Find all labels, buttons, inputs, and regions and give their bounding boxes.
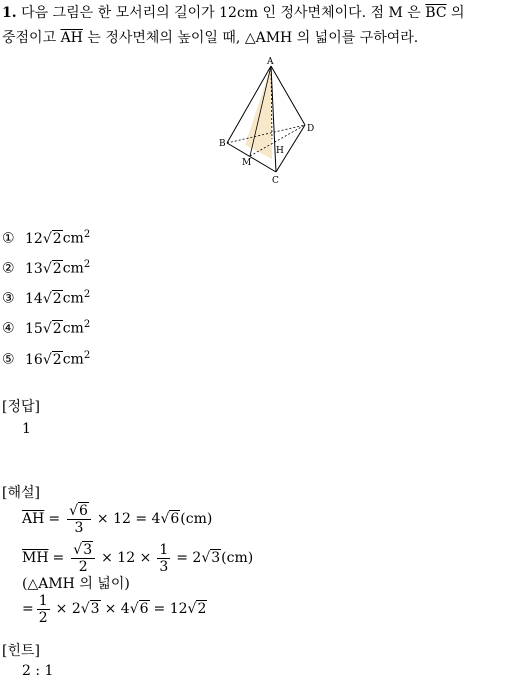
radicand: 2 [197, 601, 207, 617]
option-coef: 13 [25, 260, 43, 277]
denominator: 2 [38, 609, 48, 626]
label-c: C [272, 176, 279, 186]
explanation-line-3: (△AMH 의 넓이) [22, 576, 130, 592]
expr-text: = [22, 601, 34, 617]
segment-ah-label: $\overline{AH}$ [22, 511, 45, 527]
answer-value: 1 [22, 421, 31, 437]
option-3[interactable] [2, 289, 90, 307]
option-radicand: 2 [52, 351, 62, 368]
sqrt-symbol: √2 [42, 351, 62, 368]
sqrt-symbol: √2 [42, 290, 62, 307]
numerator-radicand: 6 [78, 502, 88, 519]
unit: (cm) [180, 511, 213, 527]
option-radicand: 2 [52, 290, 62, 307]
option-1[interactable] [2, 229, 90, 247]
option-exponent: 2 [83, 289, 91, 300]
option-coef: 12 [25, 230, 43, 247]
option-coef: 15 [25, 320, 43, 337]
option-coef: 14 [25, 290, 43, 307]
edge-ad [271, 66, 305, 125]
fraction [37, 593, 50, 626]
option-radicand: 2 [52, 320, 62, 337]
option-exponent: 2 [83, 350, 91, 361]
option-2[interactable] [2, 259, 90, 277]
expr-text: = 12 [153, 601, 188, 617]
question-text-1b: 의 [451, 5, 465, 21]
explanation-heading: [해설] [2, 485, 40, 501]
expr-text: × 12 × [101, 550, 152, 566]
option-unit: cm [62, 351, 84, 368]
question-line-2 [2, 27, 418, 47]
question-line-1 [2, 2, 465, 22]
segment-bc: $\overline{BC}$ [425, 5, 447, 21]
option-4[interactable] [2, 319, 90, 337]
option-mark: ② [2, 260, 15, 277]
option-radicand: 2 [52, 260, 62, 277]
radicand: 3 [211, 550, 221, 566]
fraction: $\frac{√6}{3}$ [67, 503, 91, 536]
label-m: M [242, 158, 252, 168]
denominator: 2 [78, 558, 88, 575]
sqrt-symbol: √2 [42, 260, 62, 277]
hint-heading: [힌트] [2, 643, 40, 659]
explanation-line-1: $\overline{AH}$ = $\frac{√6}{3}$ × 12 = 4 √6 (cm) [22, 502, 213, 536]
question-text-1a: 다음 그림은 한 모서리의 길이가 12cm 인 정사면체이다. 점 M 은 [21, 5, 421, 21]
option-unit: cm [62, 260, 84, 277]
option-exponent: 2 [83, 229, 91, 240]
segment-ah: $\overline{AH}$ [60, 30, 83, 46]
question-text-2a: 중점이고 [2, 30, 57, 46]
fraction [157, 542, 170, 575]
option-coef: 16 [25, 351, 43, 368]
label-b: B [219, 139, 226, 149]
segment-mh-label: $\overline{MH}$ [22, 550, 49, 566]
expr-text: = 2 [176, 550, 202, 566]
option-unit: cm [62, 320, 84, 337]
numerator: 1 [38, 592, 48, 609]
expr-text: × 2 [55, 601, 81, 617]
radicand: 6 [170, 511, 180, 527]
option-unit: cm [62, 290, 84, 307]
option-5[interactable] [2, 350, 90, 368]
label-h: H [276, 146, 284, 156]
question-number: 1. [2, 5, 17, 21]
explanation-line-4: = $\frac{1}{2}$ × 2 √3 × 4 √6 = 12 √2 [22, 592, 207, 626]
question-text-2b: 는 정사면체의 높이일 때, △AMH 의 넓이를 구하여라. [87, 30, 419, 46]
expr-text: × 4 [104, 601, 130, 617]
numerator-radicand: 3 [83, 541, 93, 558]
sqrt-symbol: √2 [42, 320, 62, 337]
label-a: A [267, 57, 274, 67]
tetrahedron-figure [210, 55, 330, 190]
option-exponent: 2 [83, 259, 91, 270]
fraction: $\frac{√3}{2}$ [71, 542, 95, 575]
radicand: 6 [139, 601, 149, 617]
hint-value: 2 : 1 [22, 663, 54, 679]
denominator: 3 [159, 558, 169, 575]
sqrt-symbol: √2 [42, 230, 62, 247]
option-mark: ③ [2, 290, 15, 307]
expr-text: × 12 = 4 [96, 511, 161, 527]
radicand: 3 [90, 601, 100, 617]
option-exponent: 2 [83, 319, 91, 330]
unit: (cm) [221, 550, 254, 566]
numerator: 1 [159, 541, 169, 558]
label-d: D [307, 124, 315, 134]
option-mark: ⑤ [2, 351, 15, 368]
answer-heading: [정답] [2, 399, 40, 415]
option-mark: ① [2, 230, 15, 247]
explanation-line-2: $\overline{MH}$ = $\frac{√3}{2}$ × 12 × $\frac{1}{3}$ = 2 √3 (cm) [22, 541, 254, 575]
option-unit: cm [62, 230, 84, 247]
denominator: 3 [74, 519, 84, 536]
option-mark: ④ [2, 320, 15, 337]
option-radicand: 2 [52, 230, 62, 247]
